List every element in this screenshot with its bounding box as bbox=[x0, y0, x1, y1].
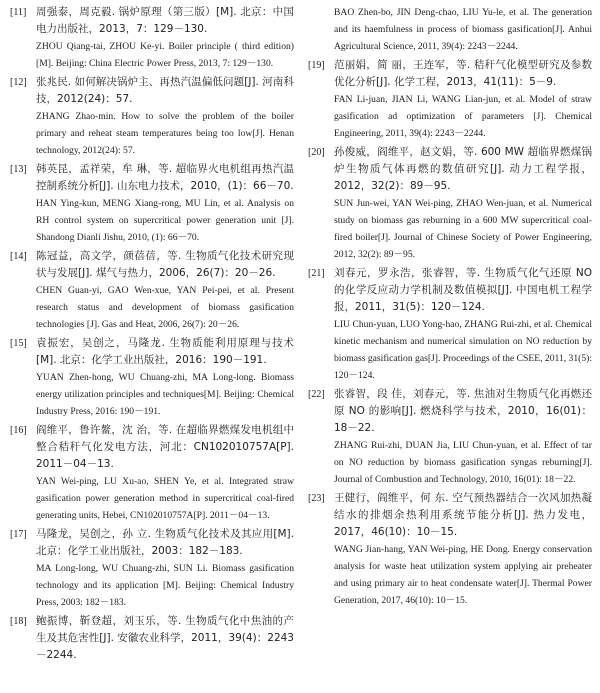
reference-text-zh: 张兆民. 如何解决锅炉主、再热汽温偏低问题[J]. 河南科技，2012(24)：57. bbox=[36, 76, 294, 105]
reference-text-zh: 袁振宏，吴创之，马隆龙. 生物质能利用原理与技术[M]. 北京：化学工业出版社，2016：190－191. bbox=[36, 337, 294, 366]
reference-body bbox=[36, 613, 294, 664]
reference-item bbox=[10, 422, 294, 524]
reference-text-en: BAO Zhen-bo, JIN Deng-chao, LIU Yu-le, et al. The generation and its haemfulness in process of biomass gasification[J]. Anhui Agricultural Science, 2011, 39(4): 2243－2244. bbox=[334, 7, 592, 52]
reference-text-zh: 阎维平，鲁许鳌，沈 治，等. 在超临界燃煤发电机组中整合秸秆气化发电方法，河北：CN102010757A[P]. 2011－04－13. bbox=[36, 424, 294, 470]
reference-item bbox=[308, 144, 592, 263]
reference-number: [13] bbox=[10, 164, 27, 175]
reference-text-en: FAN Li-juan, JIAN Li, WANG Lian-jun, et al. Model of straw gasification ad optimization of parameters [J]. Chemical Engineering, 2011, 39(4): 2243－2244. bbox=[334, 94, 592, 139]
reference-number: [22] bbox=[308, 389, 325, 400]
reference-text-en: YAN Wei-ping, LU Xu-ao, SHEN Ye, et al. Integrated straw gasification power generation method in supercritical coal-fired generating units, Hebei, CN102010757A[P]. 2011－04－13. bbox=[36, 476, 294, 521]
reference-text-zh: 马隆龙，吴创之，孙 立. 生物质气化技术及其应用[M]. 北京：化学工业出版社，2003：182－183. bbox=[36, 528, 294, 557]
reference-text-zh: 韩英昆，孟祥荣，牟 琳，等. 超临界火电机组再热汽温控制系统分析[J]. 山东电力技术，2010，(1)：66－70. bbox=[36, 163, 294, 192]
reference-body bbox=[334, 490, 592, 609]
reference-item bbox=[10, 4, 294, 72]
reference-item bbox=[308, 490, 592, 609]
reference-item bbox=[10, 613, 294, 664]
reference-text-en: ZHANG Rui-zhi, DUAN Jia, LIU Chun-yuan, et al. Effect of tar on NO reduction by biomass gasification syngas reburning[J]. Journal of Combustion and Technology, 2010, 16(01): 18－22. bbox=[334, 440, 592, 485]
reference-body bbox=[36, 526, 294, 611]
reference-item bbox=[10, 161, 294, 246]
reference-text-en: YUAN Zhen-hong, WU Chuang-zhi, MA Long-long. Biomass energy utilization principles and techniques[M]. Beijing: Chemical Industry Press, 2016: 190－191. bbox=[36, 372, 294, 417]
reference-text-zh: 范丽娟，简 丽，王连军，等. 秸秆气化模型研究及参数优化分析[J]. 化学工程，2013，41(11)：5－9. bbox=[334, 59, 592, 88]
reference-body bbox=[334, 144, 592, 263]
reference-body bbox=[334, 386, 592, 488]
reference-body bbox=[36, 335, 294, 420]
reference-number: [17] bbox=[10, 529, 27, 540]
reference-body bbox=[36, 4, 294, 72]
reference-number: [14] bbox=[10, 251, 27, 262]
reference-item bbox=[10, 335, 294, 420]
reference-number: [19] bbox=[308, 60, 325, 71]
reference-number: [20] bbox=[308, 147, 325, 158]
reference-body bbox=[36, 74, 294, 159]
reference-text-en: SUN Jun-wei, YAN Wei-ping, ZHAO Wen-juan, et al. Numerical study on biomass gas reburning in a 600 MW supercritical coal-fired boiler[J]. Journal of Chinese Society of Power Engineering, 2012, 32(2): 89－95. bbox=[334, 198, 592, 260]
reference-item-continued bbox=[308, 4, 592, 55]
reference-item bbox=[308, 265, 592, 384]
reference-text-zh: 孙俊威，阎维平，赵文娟，等. 600 MW 超临界燃煤锅炉生物质气体再燃的数值研究[J]. 动力工程学报，2012，32(2)：89－95. bbox=[334, 146, 592, 192]
reference-text-zh: 刘春元，罗永浩，张睿智，等. 生物质气化气还原 NO 的化学反应动力学机制及数值模拟[J]. 中国电机工程学报，2011，31(5)：120－124. bbox=[334, 267, 592, 313]
reference-number: [16] bbox=[10, 425, 27, 436]
right-column bbox=[308, 4, 592, 611]
reference-text-en: WANG Jian-hang, YAN Wei-ping, HE Dong. Energy conservation analysis for waste heat utilization system applying air preheater and using primary air to heat condensate water[J]. Thermal Power Generation, 2017, 46(10): 10－15. bbox=[334, 544, 592, 606]
reference-item bbox=[10, 248, 294, 333]
reference-number: [12] bbox=[10, 77, 27, 88]
reference-number: [23] bbox=[308, 493, 325, 504]
reference-item bbox=[10, 526, 294, 611]
reference-text-zh: 王健行，阎维平，何 东. 空气预热器结合一次风加热凝结水的排烟余热利用系统节能分析[J]. 热力发电，2017，46(10)：10－15. bbox=[334, 492, 592, 538]
reference-body bbox=[36, 248, 294, 333]
reference-number: [18] bbox=[10, 616, 27, 627]
reference-text-en: ZHANG Zhao-min. How to solve the problem of the boiler primary and reheat steam temperatures being too low[J]. Henan technology, 2012(24): 57. bbox=[36, 111, 294, 156]
reference-body bbox=[334, 57, 592, 142]
reference-text-zh: 周强泰，周克毅. 锅炉原理（第三版）[M]. 北京：中国电力出版社，2013，7：129－130. bbox=[36, 6, 294, 35]
reference-body bbox=[36, 161, 294, 246]
reference-body bbox=[36, 422, 294, 524]
reference-number: [11] bbox=[10, 7, 27, 18]
reference-text-zh: 张睿智，段 佳，刘春元，等. 焦油对生物质气化再燃还原 NO 的影响[J]. 燃烧科学与技术，2010，16(01)：18－22. bbox=[334, 388, 592, 434]
reference-item bbox=[308, 57, 592, 142]
reference-text-zh: 鲍振博，靳登超，刘玉乐，等. 生物质气化中焦油的产生及其危害性[J]. 安徽农业科学，2011，39(4)：2243－2244. bbox=[36, 615, 294, 661]
left-column bbox=[10, 4, 294, 666]
reference-text-zh: 陈冠益，高文学，颜蓓蓓，等. 生物质气化技术研究现状与发展[J]. 煤气与热力，2006，26(7)：20－26. bbox=[36, 250, 294, 279]
reference-text-en: MA Long-long, WU Chuang-zhi, SUN Li. Biomass gasification technology and its application [M]. Beijing: Chemical Industry Press, 2003: 182－183. bbox=[36, 563, 294, 608]
reference-text-en: CHEN Guan-yi, GAO Wen-xue, YAN Pei-pei, et al. Present research status and development of biomass gasification technologies [J]. Gas and Heat, 2006, 26(7): 20－26. bbox=[36, 285, 294, 330]
reference-text-en: ZHOU Qiang-tai, ZHOU Ke-yi. Boiler principle ( third edition) [M]. Beijing: China Electric Power Press, 2013, 7: 129－130. bbox=[36, 41, 294, 69]
reference-item bbox=[10, 74, 294, 159]
reference-text-en: HAN Ying-kun, MENG Xiang-rong, MU Lin, et al. Analysis on RH control system on supercritical power generation unit [J]. Shandong Dianli Jishu, 2010, (1): 66－70. bbox=[36, 198, 294, 243]
reference-number: [15] bbox=[10, 338, 27, 349]
reference-body bbox=[308, 4, 592, 55]
reference-text-en: LIU Chun-yuan, LUO Yong-hao, ZHANG Rui-zhi, et al. Chemical kinetic mechanism and numerical simulation on NO reduction by biomass gasification gas[J]. Proceedings of the CSEE, 2011, 31(5): 120－124. bbox=[334, 319, 592, 381]
reference-body bbox=[334, 265, 592, 384]
reference-item bbox=[308, 386, 592, 488]
reference-number: [21] bbox=[308, 268, 325, 279]
